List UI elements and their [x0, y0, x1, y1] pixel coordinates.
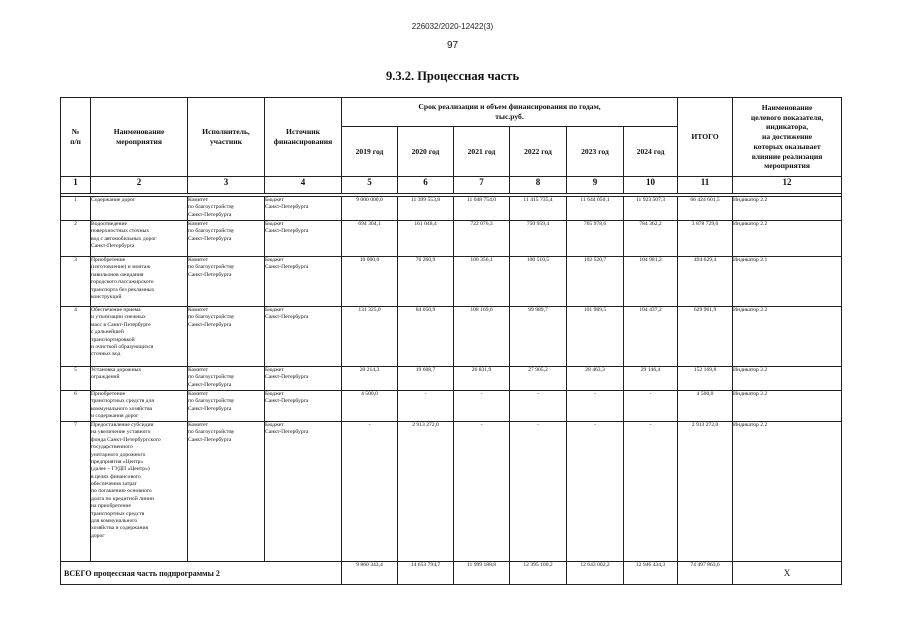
- row-year-value: 9 000 000,0: [342, 197, 398, 221]
- row-year-value: 19 608,7: [398, 367, 454, 391]
- row-indicator: Индикатор 2.2: [733, 197, 842, 221]
- row-number: 3: [61, 257, 91, 307]
- row-year-value: -: [567, 391, 624, 422]
- row-number: 7: [61, 422, 91, 562]
- total-year-value: 12 946 434,3: [624, 562, 678, 585]
- row-total-value: 629 961,9: [678, 307, 733, 367]
- header-name: [91, 98, 188, 177]
- row-year-value: 694 304,1: [342, 221, 398, 257]
- row-number: 5: [61, 367, 91, 391]
- total-label: ВСЕГО процессная часть подпрограммы 2: [61, 562, 342, 585]
- table-row: [61, 391, 842, 422]
- row-year-value: 11 923 507,3: [624, 197, 678, 221]
- column-number: 5: [342, 177, 398, 194]
- page-number: 97: [446, 40, 459, 51]
- total-year-value: 12 395 100,2: [510, 562, 567, 585]
- row-source: Бюджет Санкт-Петербурга: [265, 391, 342, 422]
- table-row: [61, 422, 842, 562]
- column-number: 9: [567, 177, 624, 194]
- total-year-value: 11 999 188,8: [454, 562, 510, 585]
- row-total-value: 3 878 729,0: [678, 221, 733, 257]
- row-source: Бюджет Санкт-Петербурга: [265, 257, 342, 307]
- row-year-value: 765 978,6: [567, 221, 624, 257]
- table-row: [61, 257, 842, 307]
- row-source: Бюджет Санкт-Петербурга: [265, 221, 342, 257]
- row-name: Приобретение транспортных средств для коммунального хозяйства и содержания дорог: [91, 391, 188, 422]
- row-year-value: -: [624, 391, 678, 422]
- row-number: 4: [61, 307, 91, 367]
- column-number: 1: [61, 177, 91, 194]
- row-year-value: 28 463,3: [567, 367, 624, 391]
- column-number: 3: [188, 177, 265, 194]
- header-period-text: Срок реализации и объем финансирования по годам, тыс.руб.: [418, 102, 601, 121]
- table-row: [61, 221, 842, 257]
- row-name: Предоставление субсидии на увеличение уставного фонда Санкт-Петербургского государственного унитарного дорожного предприятия «Центр» (далее – ГУДП «Центр») в целях финансового обеспечения затрат по погашению основного долга по кредитной линии на приобретение транспортных средств для коммунального хозяйства и содержания дорог: [91, 422, 188, 562]
- table-row: [61, 197, 842, 221]
- row-executor: Комитет по благоустройству Санкт-Петербурга: [188, 221, 265, 257]
- row-total-value: 494 629,4: [678, 257, 733, 307]
- total-sum-value: 74 497 863,6: [678, 562, 733, 585]
- row-year-value: -: [342, 422, 398, 562]
- header-name-text: Наименование мероприятия: [113, 127, 165, 146]
- total-year-value: 14 653 794,7: [398, 562, 454, 585]
- row-year-value: 99 989,7: [510, 307, 567, 367]
- row-indicator: Индикатор 2.2: [733, 391, 842, 422]
- row-year-value: -: [510, 391, 567, 422]
- row-indicator: Индикатор 2.1: [733, 257, 842, 307]
- row-year-value: 84 050,9: [398, 307, 454, 367]
- row-year-value: 161 048,4: [398, 221, 454, 257]
- column-number: 11: [678, 177, 733, 194]
- row-year-value: 10 000,0: [342, 257, 398, 307]
- total-indicator: Х: [733, 562, 842, 585]
- row-year-value: 11 644 050,1: [567, 197, 624, 221]
- row-executor: Комитет по благоустройству Санкт-Петербурга: [188, 257, 265, 307]
- financing-table: [60, 97, 842, 585]
- header-year: 2022 год: [510, 127, 567, 177]
- header-total-text: ИТОГО: [691, 132, 719, 142]
- header-year: 2024 год: [624, 127, 678, 177]
- total-year-value: 12 643 002,2: [567, 562, 624, 585]
- row-year-value: 104 437,2: [624, 307, 678, 367]
- row-year-value: -: [567, 422, 624, 562]
- row-year-value: 27 905,2: [510, 367, 567, 391]
- column-number: 6: [398, 177, 454, 194]
- row-total-value: 2 913 272,0: [678, 422, 733, 562]
- header-executor-text: Исполнитель, участник: [202, 127, 250, 146]
- row-number: 1: [61, 197, 91, 221]
- row-year-value: 100 356,1: [454, 257, 510, 307]
- column-number: 7: [454, 177, 510, 194]
- header-num-text: № п/п: [70, 127, 81, 146]
- row-total-value: 4 500,0: [678, 391, 733, 422]
- row-year-value: 11 415 735,4: [510, 197, 567, 221]
- row-year-value: 102 520,7: [567, 257, 624, 307]
- header-year: 2020 год: [398, 127, 454, 177]
- column-number-row: [61, 177, 842, 194]
- row-source: Бюджет Санкт-Петербурга: [265, 307, 342, 367]
- header-num: [61, 98, 91, 177]
- table-row: [61, 367, 842, 391]
- row-source: Бюджет Санкт-Петербурга: [265, 422, 342, 562]
- total-year-value: 9 860 343,4: [342, 562, 398, 585]
- row-year-value: -: [454, 391, 510, 422]
- row-year-value: 11 048 754,0: [454, 197, 510, 221]
- row-total-value: 66 424 601,5: [678, 197, 733, 221]
- column-number: 4: [265, 177, 342, 194]
- row-year-value: -: [398, 391, 454, 422]
- row-year-value: 76 260,9: [398, 257, 454, 307]
- row-name: Установка дорожных ограждений: [91, 367, 188, 391]
- column-number: 2: [91, 177, 188, 194]
- row-year-value: 2 913 272,0: [398, 422, 454, 562]
- row-year-value: 20 214,3: [342, 367, 398, 391]
- row-year-value: 108 169,6: [454, 307, 510, 367]
- row-name: Водоотведение поверхностных сточных вод с автомобильных дорог Санкт-Петербурга: [91, 221, 188, 257]
- row-indicator: Индикатор 2.2: [733, 307, 842, 367]
- header-indicator: [733, 98, 842, 177]
- row-year-value: 722 076,3: [454, 221, 510, 257]
- row-source: Бюджет Санкт-Петербурга: [265, 367, 342, 391]
- row-year-value: -: [454, 422, 510, 562]
- row-executor: Комитет по благоустройству Санкт-Петербурга: [188, 307, 265, 367]
- header-year: 2023 год: [567, 127, 624, 177]
- row-source: Бюджет Санкт-Петербурга: [265, 197, 342, 221]
- row-executor: Комитет по благоустройству Санкт-Петербурга: [188, 422, 265, 562]
- header-executor: [188, 98, 265, 177]
- header-year: 2021 год: [454, 127, 510, 177]
- header-total: [678, 98, 733, 177]
- row-year-value: 4 500,0: [342, 391, 398, 422]
- header-source-text: Источник финансирования: [273, 127, 333, 146]
- row-year-value: 101 989,5: [567, 307, 624, 367]
- row-total-value: 152 169,8: [678, 367, 733, 391]
- column-number: 12: [733, 177, 842, 194]
- row-indicator: Индикатор 2.2: [733, 367, 842, 391]
- row-year-value: 11 399 553,8: [398, 197, 454, 221]
- document-code: 226032/2020-12422(3): [411, 22, 494, 31]
- row-year-value: 29 146,4: [624, 367, 678, 391]
- row-year-value: 131 325,0: [342, 307, 398, 367]
- header-year: 2019 год: [342, 127, 398, 177]
- row-indicator: Индикатор 2.2: [733, 422, 842, 562]
- row-name: Содержание дорог: [91, 197, 188, 221]
- header-source: [265, 98, 342, 177]
- row-year-value: -: [624, 422, 678, 562]
- row-number: 2: [61, 221, 91, 257]
- row-year-value: 750 959,4: [510, 221, 567, 257]
- row-number: 6: [61, 391, 91, 422]
- row-name: Обеспечение приема и утилизации снежных масс в Санкт-Петербурге с дальнейшей транспортировкой и очисткой образующихся сточных вод: [91, 307, 188, 367]
- row-year-value: 100 510,5: [510, 257, 567, 307]
- total-row: [61, 562, 842, 585]
- row-year-value: 784 362,2: [624, 221, 678, 257]
- row-indicator: Индикатор 2.2: [733, 221, 842, 257]
- row-executor: Комитет по благоустройству Санкт-Петербурга: [188, 197, 265, 221]
- row-year-value: 26 831,9: [454, 367, 510, 391]
- column-number: 10: [624, 177, 678, 194]
- header-indicator-text: Наименование целевого показателя, индикатора, на достижение которых оказывает влияние реализация мероприятия: [750, 102, 824, 171]
- row-year-value: -: [510, 422, 567, 562]
- section-title: 9.3.2. Процессная часть: [385, 69, 520, 83]
- row-name: Приобретение (изготовление) и монтаж павильонов ожидания городского пассажирского транспорта без рекламных конструкций: [91, 257, 188, 307]
- column-number: 8: [510, 177, 567, 194]
- row-executor: Комитет по благоустройству Санкт-Петербурга: [188, 391, 265, 422]
- table-row: [61, 307, 842, 367]
- header-period: [342, 98, 678, 127]
- row-executor: Комитет по благоустройству Санкт-Петербурга: [188, 367, 265, 391]
- row-year-value: 104 981,2: [624, 257, 678, 307]
